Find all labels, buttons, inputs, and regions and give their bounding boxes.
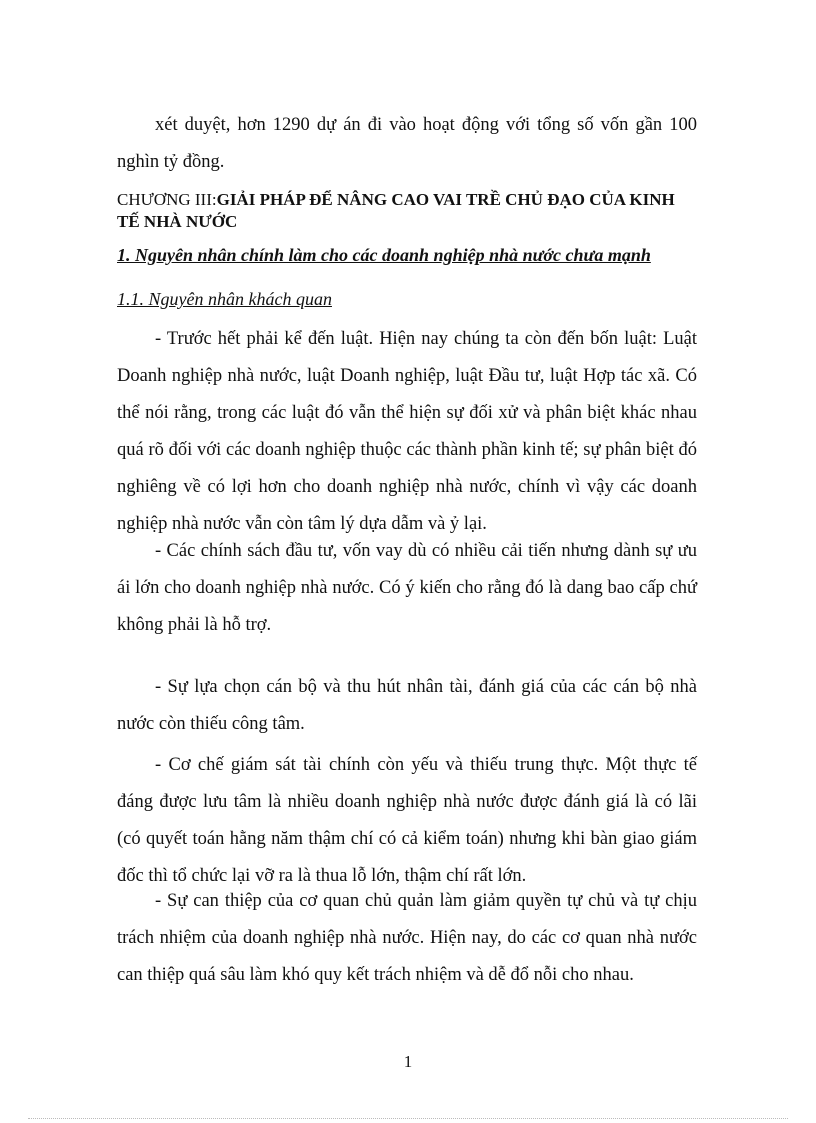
intro-paragraph: xét duyệt, hơn 1290 dự án đi vào hoạt động với tổng số vốn gần 100 nghìn tỷ đồng. [117, 115, 697, 172]
paragraph-investment-policy: - Các chính sách đầu tư, vốn vay dù có nhiều cải tiến nhưng dành sự ưu ái lớn cho doanh nghiệp nhà nước. Có ý kiến cho rằng đó là dang bao cấp chứ không phải là hỗ trợ. [117, 541, 697, 635]
page-number: 1 [403, 1052, 413, 1071]
paragraph-laws: - Trước hết phải kể đến luật. Hiện nay chúng ta còn đến bốn luật: Luật Doanh nghiệp nhà nước, luật Doanh nghiệp, luật Đầu tư, luật Hợp tác xã. Có thể nói rằng, trong các luật đó vẫn thể hiện sự đối xử và phân biệt khác nhau quá rõ đối với các doanh nghiệp thuộc các thành phần kinh tế; sự phân biệt đó nghiêng về có lợi hơn cho doanh nghiệp nhà nước, chính vì vậy các doanh nghiệp nhà nước vẫn còn tâm lý dựa dẫm và ỷ lại. [117, 329, 697, 534]
page-bottom-divider [28, 1118, 788, 1119]
paragraph-personnel: - Sự lựa chọn cán bộ và thu hút nhân tài, đánh giá của các cán bộ nhà nước còn thiếu công tâm. [117, 677, 697, 734]
subsection-heading: 1.1. Nguyên nhân khách quan [117, 289, 332, 309]
chapter-title: GIẢI PHÁP ĐỂ NÂNG CAO VAI TRỀ CHỦ ĐẠO CỦA KINH TẾ NHÀ NƯỚC [117, 190, 675, 231]
chapter-prefix: CHƯƠNG III: [117, 190, 217, 209]
paragraph-financial-supervision: - Cơ chế giám sát tài chính còn yếu và thiếu trung thực. Một thực tế đáng được lưu tâm là nhiều doanh nghiệp nhà nước được đánh giá là có lãi (có quyết toán hằng năm thậm chí có cả kiểm toán) nhưng khi bàn giao giám đốc thì tổ chức lại vỡ ra là thua lỗ lớn, thậm chí rất lớn. [117, 755, 697, 886]
section-heading: 1. Nguyên nhân chính làm cho các doanh nghiệp nhà nước chưa mạnh [117, 245, 651, 265]
paragraph-intervention: - Sự can thiệp của cơ quan chủ quản làm giảm quyền tự chủ và tự chịu trách nhiệm của doanh nghiệp nhà nước. Hiện nay, do các cơ quan nhà nước can thiệp quá sâu làm khó quy kết trách nhiệm và dễ đổ nỗi cho nhau. [117, 891, 697, 985]
chapter-heading [117, 189, 697, 233]
